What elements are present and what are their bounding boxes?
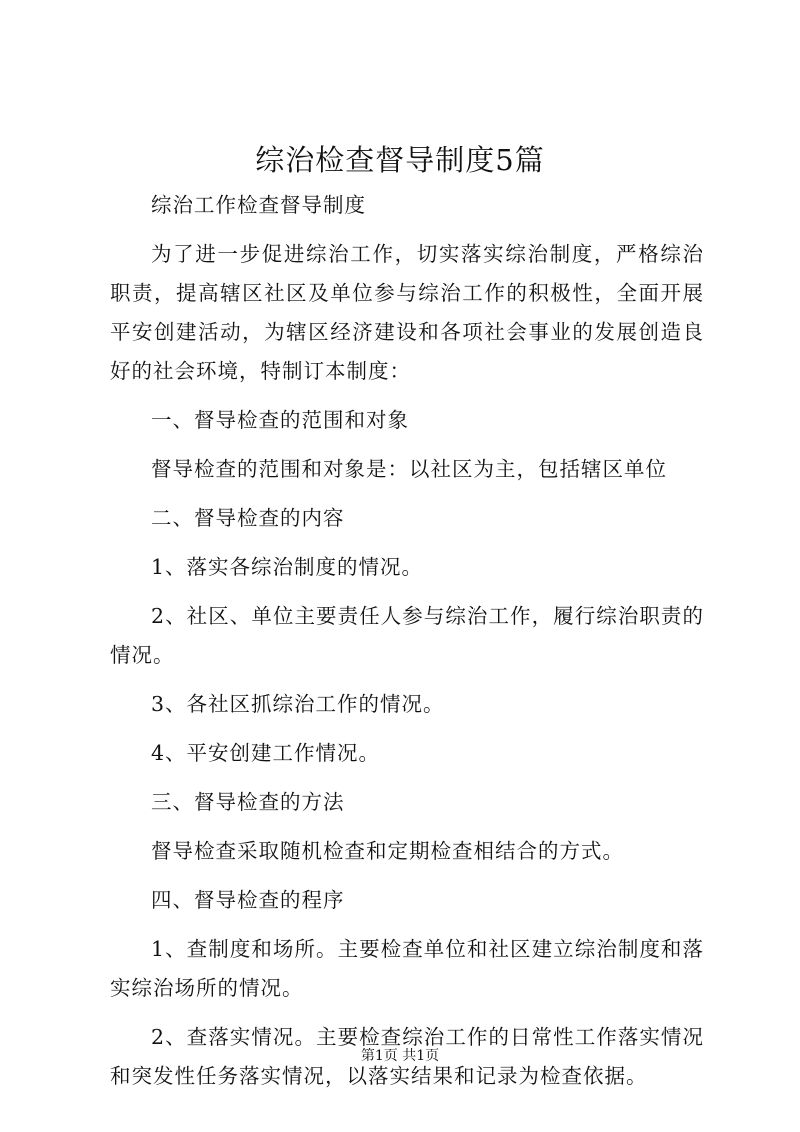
list-item-content-2: 2、社区、单位主要责任人参与综治工作，履行综治职责的情况。	[110, 604, 704, 667]
section-heading-scope: 一、督导检查的范围和对象	[151, 408, 409, 432]
section-heading-method: 三、督导检查的方法	[151, 790, 345, 814]
paragraph-intro: 为了进一步促进综治工作，切实落实综治制度，严格综治职责，提高辖区社区及单位参与综治工作的积极性，全面开展平安创建活动，为辖区经济建设和各项社会事业的发展创造良好的社会环境，特制订本制度：	[110, 242, 704, 383]
list-item-procedure-2: 2、查落实情况。主要检查综治工作的日常性工作落实情况和突发性任务落实情况，以落实结果和记录为检查依据。	[110, 1025, 704, 1088]
section-heading-content: 二、督导检查的内容	[151, 506, 345, 530]
list-item-content-4: 4、平安创建工作情况。	[151, 741, 381, 765]
page-footer: 第1页 共1页	[360, 1048, 440, 1064]
list-item-procedure-1: 1、查制度和场所。主要检查单位和社区建立综治制度和落实综治场所的情况。	[110, 937, 704, 1000]
paragraph-method: 督导检查采取随机检查和定期检查相结合的方式。	[151, 839, 624, 863]
list-item-content-1: 1、落实各综治制度的情况。	[151, 555, 424, 579]
list-item-content-3: 3、各社区抓综治工作的情况。	[151, 692, 445, 716]
section-heading-procedure: 四、督导检查的程序	[151, 888, 345, 912]
document-title: 综治检查督导制度5篇	[255, 143, 545, 177]
paragraph-scope: 督导检查的范围和对象是：以社区为主，包括辖区单位	[151, 457, 667, 481]
document-body	[110, 186, 704, 1106]
paragraph-subtitle: 综治工作检查督导制度	[151, 193, 366, 217]
